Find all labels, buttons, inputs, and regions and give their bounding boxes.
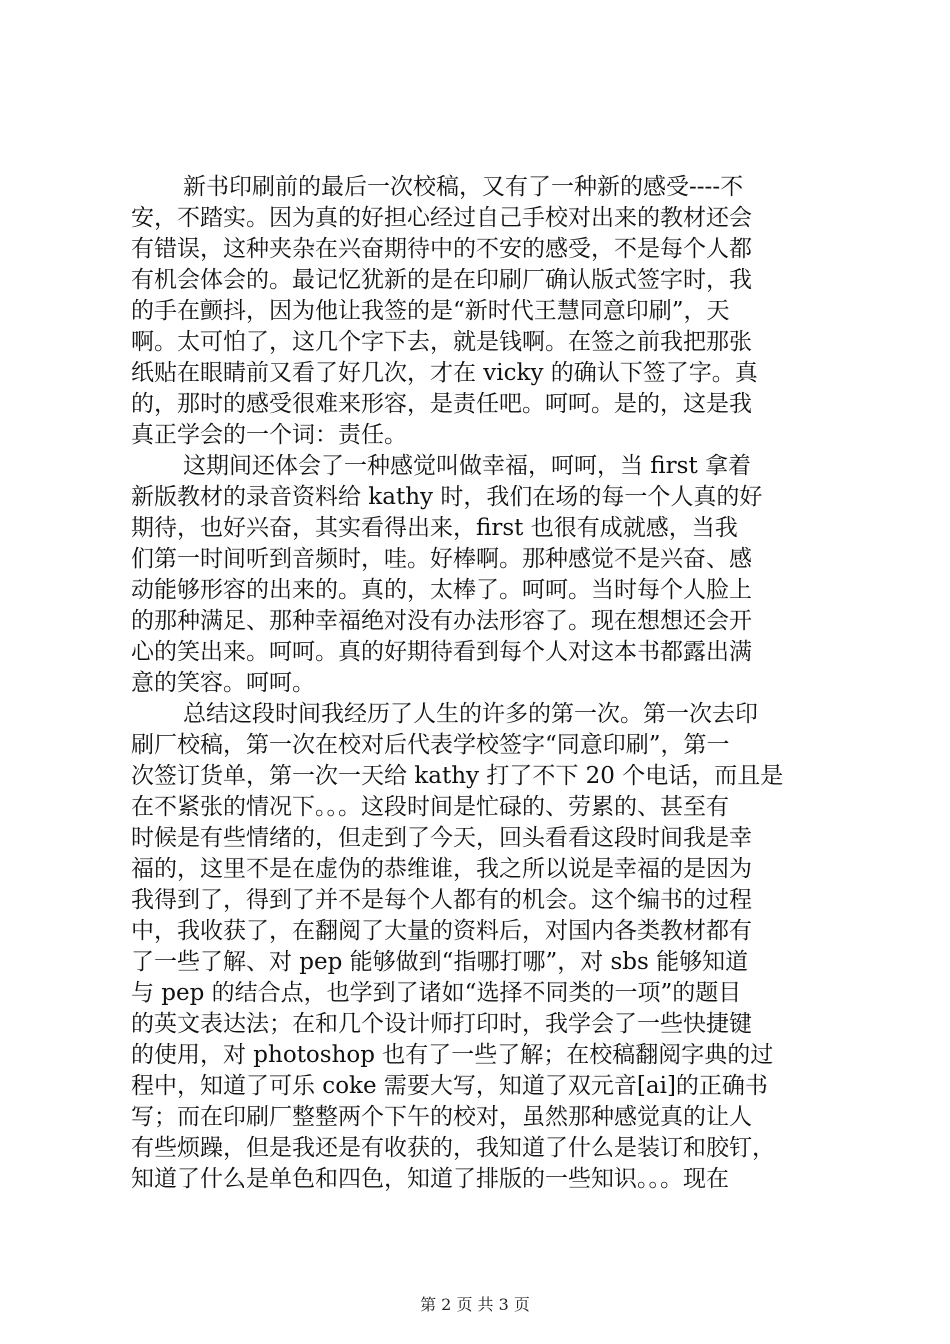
text-line: 的使用，对 photoshop 也有了一些了解；在校稿翻阅字典的过 — [131, 1042, 774, 1068]
paragraph — [131, 172, 837, 451]
text-line: 总结这段时间我经历了人生的许多的第一次。第一次去印 — [183, 701, 758, 727]
page-number-footer: 第 2 页 共 3 页 — [420, 1295, 530, 1314]
text-line: 的英文表达法；在和几个设计师打印时，我学会了一些快捷键 — [131, 1011, 752, 1037]
text-line: 知道了什么是单色和四色，知道了排版的一些知识。。。现在 — [131, 1166, 729, 1192]
text-line: 安，不踏实。因为真的好担心经过自己手校对出来的教材还会 — [131, 205, 752, 231]
text-line: 啊。太可怕了，这几个字下去，就是钱啊。在签之前我把那张 — [131, 329, 752, 355]
text-line: 有机会体会的。最记忆犹新的是在印刷厂确认版式签字时，我 — [131, 267, 752, 293]
text-line: 期待，也好兴奋，其实看得出来，first 也很有成就感，当我 — [131, 515, 738, 541]
text-line: 这期间还体会了一种感觉叫做幸福，呵呵，当 first 拿着 — [183, 453, 752, 479]
text-line: 我得到了，得到了并不是每个人都有的机会。这个编书的过程 — [131, 887, 752, 913]
text-line: 心的笑出来。呵呵。真的好期待看到每个人对这本书都露出满 — [131, 639, 752, 665]
text-line: 时候是有些情绪的，但走到了今天，回头看看这段时间我是幸 — [131, 825, 752, 851]
text-line: 次签订货单，第一次一天给 kathy 打了不下 20 个电话，而且是 — [131, 763, 784, 789]
text-line: 们第一时间听到音频时，哇。好棒啊。那种感觉不是兴奋、感 — [131, 546, 752, 572]
text-line: 真正学会的一个词：责任。 — [131, 422, 407, 448]
paragraph — [131, 699, 837, 1195]
text-line: 动能够形容的出来的。真的，太棒了。呵呵。当时每个人脸上 — [131, 577, 752, 603]
text-line: 了一些了解、对 pep 能够做到“指哪打哪”，对 sbs 能够知道 — [131, 949, 749, 975]
text-line: 的，那时的感受很难来形容，是责任吧。呵呵。是的，这是我 — [131, 391, 752, 417]
text-line: 纸贴在眼睛前又看了好几次，才在 vicky 的确认下签了字。真 — [131, 360, 758, 386]
text-line: 刷厂校稿，第一次在校对后代表学校签字“同意印刷”，第一 — [131, 732, 730, 758]
text-line: 有些烦躁，但是我还是有收获的，我知道了什么是装订和胶钉， — [131, 1135, 775, 1161]
text-line: 新版教材的录音资料给 kathy 时，我们在场的每一个人真的好 — [131, 484, 763, 510]
text-line: 程中，知道了可乐 coke 需要大写，知道了双元音[ai]的正确书 — [131, 1073, 768, 1099]
text-line: 在不紧张的情况下。。。这段时间是忙碌的、劳累的、甚至有 — [131, 794, 729, 820]
text-line: 意的笑容。呵呵。 — [131, 670, 315, 696]
text-line: 的手在颤抖，因为他让我签的是“新时代王慧同意印刷”，天 — [131, 298, 730, 324]
paragraph — [131, 451, 837, 699]
text-line: 中，我收获了，在翻阅了大量的资料后，对国内各类教材都有 — [131, 918, 752, 944]
text-line: 的那种满足、那种幸福绝对没有办法形容了。现在想想还会开 — [131, 608, 752, 634]
text-line: 与 pep 的结合点，也学到了诸如“选择不同类的一项”的题目 — [131, 980, 742, 1006]
text-line: 有错误，这种夹杂在兴奋期待中的不安的感受，不是每个人都 — [131, 236, 752, 262]
text-line: 写；而在印刷厂整整两个下午的校对，虽然那种感觉真的让人 — [131, 1104, 752, 1130]
body-text — [131, 172, 837, 1195]
text-line: 新书印刷前的最后一次校稿，又有了一种新的感受----不 — [183, 174, 744, 200]
text-line: 福的，这里不是在虚伪的恭维谁，我之所以说是幸福的是因为 — [131, 856, 752, 882]
